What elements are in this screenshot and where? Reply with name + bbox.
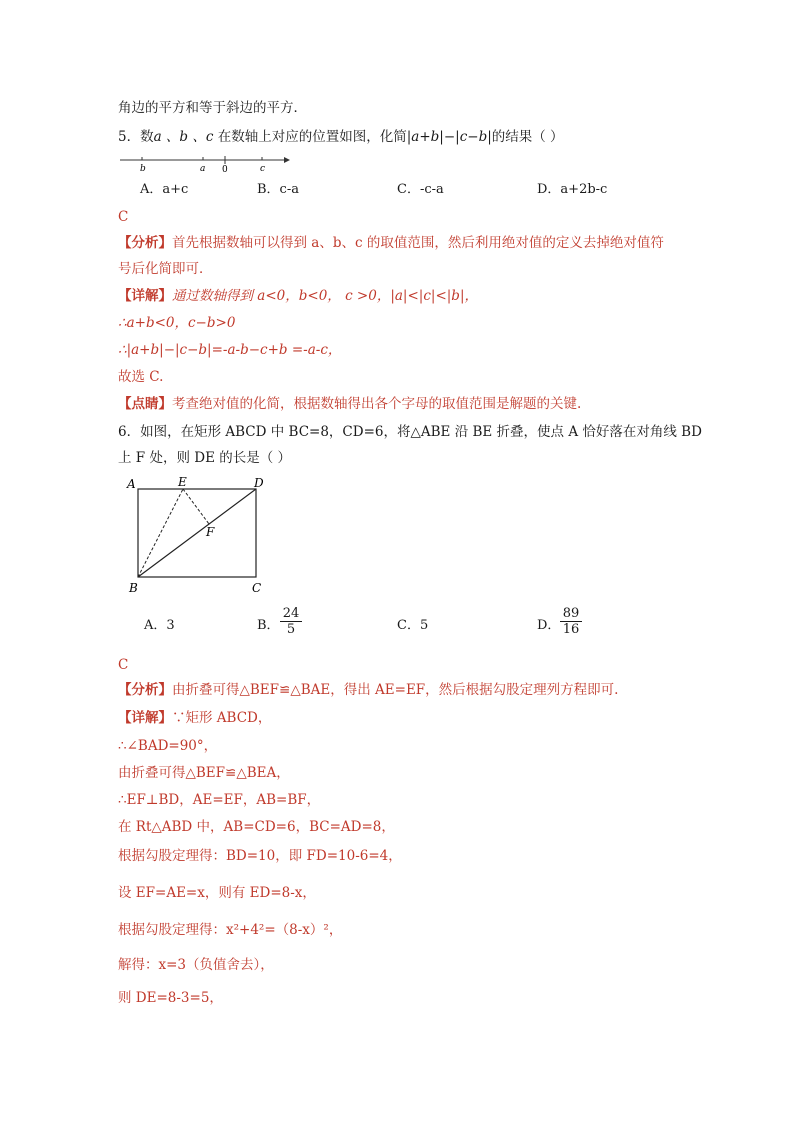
q6-detail-5: 在 Rt△ABD 中，AB=CD=6，BC=AD=8， <box>118 819 395 835</box>
q5-stem-end: 的结果（ ） <box>491 129 564 145</box>
q5-answer: C <box>118 209 129 225</box>
q5-detail-4: 故选 C. <box>118 369 164 385</box>
q5-stem-vars: a 、b 、c <box>153 129 214 145</box>
label-e: E <box>178 475 187 489</box>
q6-detail-6: 根据勾股定理得：BD=10，即 FD=10-6=4， <box>118 848 402 864</box>
q6-option-b-denominator: 5 <box>286 622 296 637</box>
q5-comment <box>118 394 581 414</box>
q6-detail-text-1: ∵矩形 ABCD， <box>172 710 272 726</box>
q6-option-b-numerator: 24 <box>280 606 302 622</box>
q5-detail-text-1: 通过数轴得到 a<0，b<0， c >0，|a|<|c|<|b|， <box>172 288 478 304</box>
q6-option-c: C．5 <box>397 618 429 633</box>
q5-option-d: D．a+2b-c <box>537 182 608 197</box>
q5-analysis-2: 号后化简即可． <box>118 261 213 277</box>
q6-option-d-numerator: 89 <box>560 606 582 622</box>
segment-ef <box>183 489 209 524</box>
axis-label-c: c <box>260 164 266 174</box>
q5-comment-text: 考查绝对值的化简，根据数轴得出各个字母的取值范围是解题的关键. <box>172 396 582 412</box>
q6-answer: C <box>118 657 129 673</box>
q6-detail-9: 解得：x=3（负值舍去）， <box>118 957 274 973</box>
fold-line-be <box>138 489 183 577</box>
q5-stem <box>118 127 564 147</box>
intro-line: 角边的平方和等于斜边的平方． <box>118 100 307 116</box>
q6-analysis-tag: 【分析】 <box>118 682 172 698</box>
q6-detail-7: 设 EF=AE=x，则有 ED=8-x， <box>118 885 316 901</box>
q6-detail-3: 由折叠可得△BEF≌△BEA， <box>118 765 290 781</box>
q5-analysis-text-1: 首先根据数轴可以得到 a、b、c 的取值范围，然后利用绝对值的定义去掉绝对值符 <box>172 235 664 251</box>
number-line-figure <box>118 150 298 176</box>
q6-analysis-text: 由折叠可得△BEF≌△BAE，得出 AE=EF，然后根据勾股定理列方程即可. <box>172 682 619 698</box>
axis-label-a: a <box>200 164 206 174</box>
q6-option-d-fraction <box>560 606 582 637</box>
q5-analysis-tag: 【分析】 <box>118 235 172 251</box>
q5-expression: |a+b|−|c−b| <box>406 129 492 145</box>
q5-comment-tag: 【点睛】 <box>118 396 172 412</box>
q6-detail-tag: 【详解】 <box>118 710 172 726</box>
q5-detail-3: ∴|a+b|−|c−b|=-a-b−c+b =-a-c， <box>118 342 342 358</box>
axis-label-zero: 0 <box>222 165 228 175</box>
number-line-arrow <box>284 157 290 163</box>
rectangle-fold-figure <box>124 472 274 598</box>
q6-detail-10: 则 DE=8-3=5， <box>118 990 223 1006</box>
q5-analysis-1 <box>118 233 664 253</box>
label-c: C <box>252 581 262 595</box>
q6-option-b-fraction <box>280 606 302 637</box>
q6-detail-2: ∴∠BAD=90°， <box>118 738 218 754</box>
q6-analysis <box>118 680 618 700</box>
q6-detail-8: 根据勾股定理得：x²+4²=（8-x）²， <box>118 922 343 938</box>
q5-option-b: B．c-a <box>257 182 299 197</box>
label-f: F <box>206 525 215 539</box>
q5-stem-mid: 在数轴上对应的位置如图，化简 <box>213 129 407 145</box>
q6-detail-4: ∴EF⊥BD，AE=EF，AB=BF， <box>118 792 321 808</box>
label-a: A <box>127 477 136 491</box>
q6-detail-1 <box>118 708 271 728</box>
diagonal-bd <box>138 489 256 577</box>
q5-option-a: A．a+c <box>140 182 189 197</box>
q5-option-c: C．-c-a <box>397 182 444 197</box>
q6-option-d-prefix: D． <box>537 618 561 633</box>
q6-stem-1: 6．如图，在矩形 ABCD 中 BC=8，CD=6，将△ABE 沿 BE 折叠，使点 A 恰好落在对角线 BD <box>118 424 702 440</box>
q5-stem-number: 5．数 <box>118 129 154 145</box>
q6-option-b-prefix: B． <box>257 618 280 633</box>
q6-option-a: A．3 <box>144 618 175 633</box>
label-b: B <box>129 581 138 595</box>
q5-detail-2: ∴a+b<0，c−b>0 <box>118 315 236 331</box>
q6-option-d-denominator: 16 <box>562 622 580 637</box>
axis-label-b: b <box>140 164 146 174</box>
label-d: D <box>254 476 264 490</box>
q5-detail-1 <box>118 286 478 306</box>
q5-detail-tag: 【详解】 <box>118 288 172 304</box>
q6-stem-2: 上 F 处，则 DE 的长是（ ） <box>118 450 292 466</box>
